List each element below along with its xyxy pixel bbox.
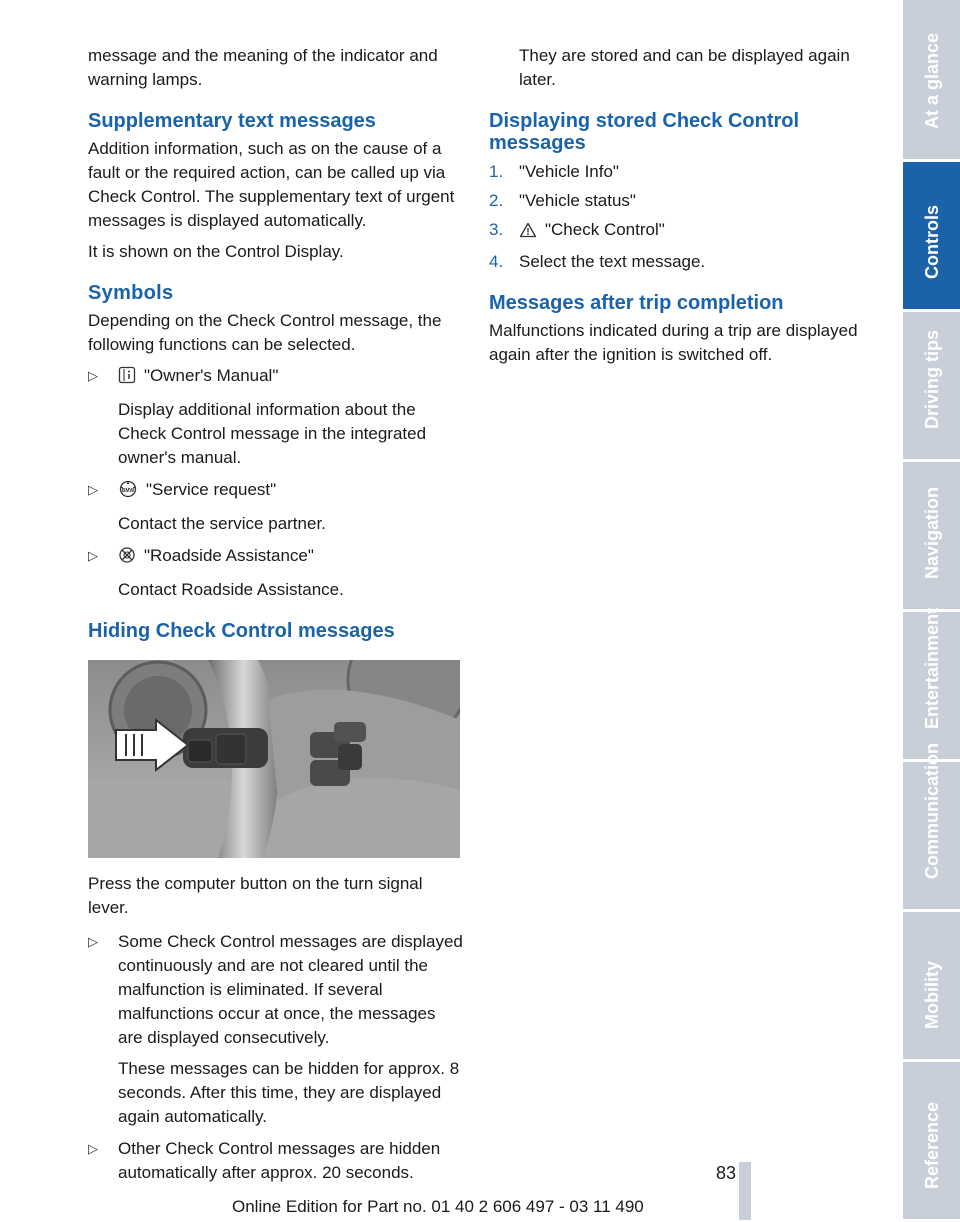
tab-label: Entertainment [921,607,942,729]
right-column [489,44,865,374]
step-text: "Vehicle Info" [519,162,619,181]
step-text: Select the text message. [519,252,706,271]
steps-list [489,160,865,274]
bullet-icon: ▷ [88,368,98,383]
tab-driving-tips[interactable] [903,312,960,462]
symbol-description: Display additional information about the Check Control message in the integrated owner's manual. [118,400,427,467]
bullet-icon: ▷ [88,482,98,497]
tab-mobility[interactable] [903,912,960,1062]
trip-completion-heading: Messages after trip completion [489,292,784,314]
tab-label: Driving tips [921,329,942,429]
steering-wheel-illustration [88,660,460,858]
symbol-description: Contact the service partner. [118,514,326,533]
bullet-icon: ▷ [88,1141,98,1156]
page-number: 83 [715,1163,736,1183]
tab-label: Navigation [921,486,942,579]
tab-label: At a glance [921,32,942,129]
tab-entertainment[interactable] [903,607,960,762]
hiding-list [88,930,464,1185]
tab-label: Reference [921,1101,942,1189]
stored-note: They are stored and can be displayed again later. [519,46,850,89]
symbols-list [88,364,464,602]
hiding-item-note: These messages can be hidden for approx. 8 seconds. After this time, they are displayed again automatically. [118,1059,460,1126]
tab-communication[interactable] [903,742,960,912]
intro-text: message and the meaning of the indicator and warning lamps. [88,46,438,89]
trip-completion-paragraph: Malfunctions indicated during a trip are displayed again after the ignition is switched off. [489,321,858,364]
tab-navigation[interactable] [903,462,960,612]
hiding-item-text: Other Check Control messages are hidden automatically after approx. 20 seconds. [118,1139,441,1182]
hiding-heading: Hiding Check Control messages [88,620,395,642]
tab-label: Controls [921,205,942,279]
step-text: "Check Control" [545,220,665,239]
supplementary-paragraph: Addition information, such as on the cause of a fault or the required action, can be called up via Check Control. The supplementary text of urgent messages is displayed automatically. [88,139,455,230]
bmw-service-icon [118,480,138,505]
step-number: 1. [489,162,504,181]
warning-triangle-icon [519,221,537,245]
symbol-label: "Service request" [146,480,277,499]
supplementary-paragraph-2: It is shown on the Control Display. [88,242,344,261]
chapter-tabs [903,0,960,1222]
list-item [88,930,464,1129]
tab-reference[interactable] [903,1062,960,1222]
list-item [88,478,464,536]
symbols-paragraph: Depending on the Check Control message, the following functions can be selected. [88,311,442,354]
supplementary-heading: Supplementary text messages [88,110,376,132]
step-number: 4. [489,252,504,271]
roadside-icon [118,546,136,571]
footer-text: Online Edition for Part no. 01 40 2 606 497 - 03 11 490 [232,1197,644,1216]
bullet-icon: ▷ [88,934,98,949]
step-item [489,160,865,184]
bullet-icon: ▷ [88,548,98,563]
symbols-heading: Symbols [88,282,174,304]
step-text: "Vehicle status" [519,191,636,210]
tab-at-a-glance[interactable] [903,0,960,162]
step-item [489,218,865,245]
manual-icon [118,366,136,391]
step-item [489,250,865,274]
tab-controls[interactable] [903,162,960,312]
step-item [489,189,865,213]
step-number: 2. [489,191,504,210]
symbol-label: "Roadside Assistance" [144,546,314,565]
tab-label: Communication [921,742,942,879]
left-column [88,44,464,1193]
list-item [88,544,464,602]
steering-wheel-photo [88,660,460,858]
list-item [88,1137,464,1185]
figure-caption: Press the computer button on the turn signal lever. [88,874,423,917]
page-number-bar [739,1162,751,1220]
display-stored-heading: Displaying stored Check Control messages [489,110,800,154]
svg-text:BMW: BMW [121,488,135,494]
step-number: 3. [489,220,504,239]
symbol-label: "Owner's Manual" [144,366,279,385]
symbol-description: Contact Roadside Assistance. [118,580,344,599]
list-item [88,364,464,470]
hiding-item-text: Some Check Control messages are displayed continuously and are not cleared until the malfunction is eliminated. If several malfunctions occur at once, the messages are displayed consecutively. [118,932,463,1047]
tab-label: Mobility [921,961,942,1029]
